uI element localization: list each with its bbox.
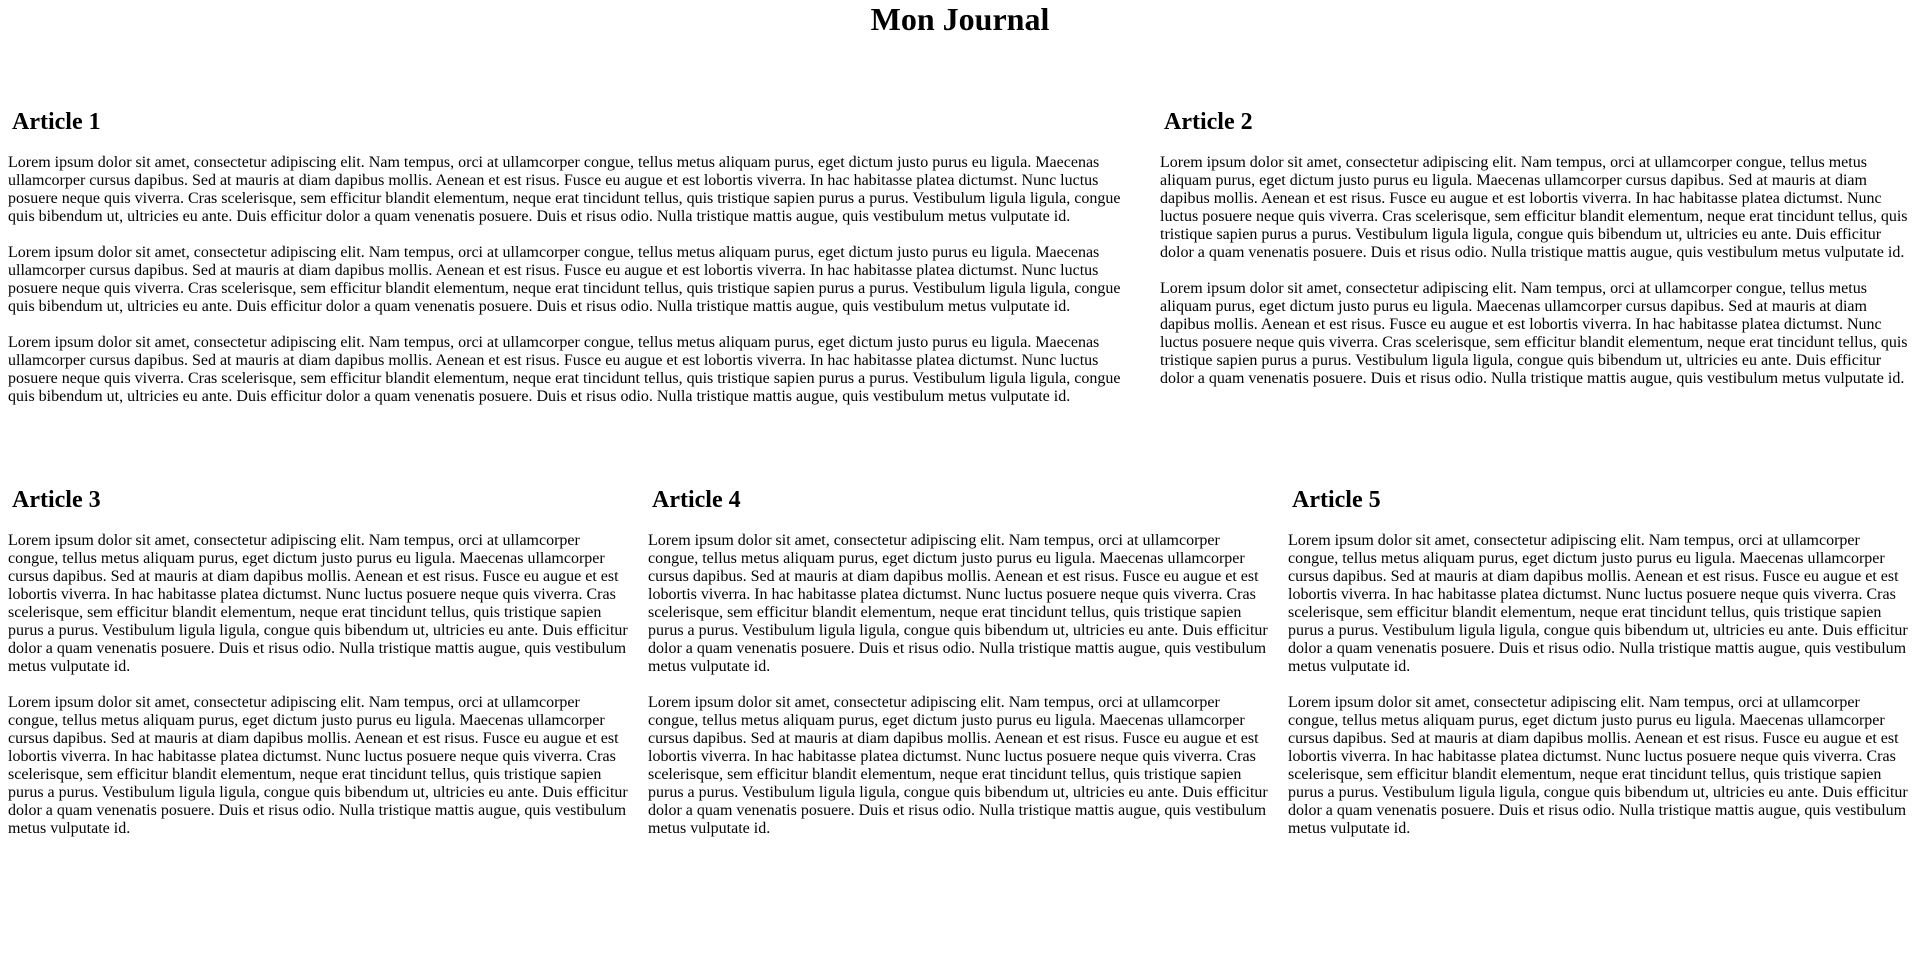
article-paragraph: Lorem ipsum dolor sit amet, consectetur adipiscing elit. Nam tempus, orci at ullamcorper congue, tellus metus aliquam purus, eget dictum justo purus eu ligula. Maecenas ullamcorper cursus dapibus. Sed at mauris at diam dapibus mollis. Aenean et est risus. Fusce eu augue et est lobortis viverra. In hac habitasse platea dictumst. Nunc luctus posuere neque quis viverra. Cras scelerisque, sem efficitur blandit elementum, neque erat tincidunt tellus, quis tristique sapien purus a purus. Vestibulum ligula ligula, congue quis bibendum ut, ultricies eu ante. Duis efficitur dolor a quam venenatis posuere. Duis et risus odio. Nulla tristique mattis augue, quis vestibulum metus vulputate id. xyxy=(8,244,1121,315)
article-paragraph: Lorem ipsum dolor sit amet, consectetur adipiscing elit. Nam tempus, orci at ullamcorper congue, tellus metus aliquam purus, eget dictum justo purus eu ligula. Maecenas ullamcorper cursus dapibus. Sed at mauris at diam dapibus mollis. Aenean et est risus. Fusce eu augue et est lobortis viverra. In hac habitasse platea dictumst. Nunc luctus posuere neque quis viverra. Cras scelerisque, sem efficitur blandit elementum, neque erat tincidunt tellus, quis tristique sapien purus a purus. Vestibulum ligula ligula, congue quis bibendum ut, ultricies eu ante. Duis efficitur dolor a quam venenatis posuere. Duis et risus odio. Nulla tristique mattis augue, quis vestibulum metus vulputate id. xyxy=(8,694,628,837)
article-paragraph: Lorem ipsum dolor sit amet, consectetur adipiscing elit. Nam tempus, orci at ullamcorper congue, tellus metus aliquam purus, eget dictum justo purus eu ligula. Maecenas ullamcorper cursus dapibus. Sed at mauris at diam dapibus mollis. Aenean et est risus. Fusce eu augue et est lobortis viverra. In hac habitasse platea dictumst. Nunc luctus posuere neque quis viverra. Cras scelerisque, sem efficitur blandit elementum, neque erat tincidunt tellus, quis tristique sapien purus a purus. Vestibulum ligula ligula, congue quis bibendum ut, ultricies eu ante. Duis efficitur dolor a quam venenatis posuere. Duis et risus odio. Nulla tristique mattis augue, quis vestibulum metus vulputate id. xyxy=(8,334,1121,405)
article-paragraph: Lorem ipsum dolor sit amet, consectetur adipiscing elit. Nam tempus, orci at ullamcorper congue, tellus metus aliquam purus, eget dictum justo purus eu ligula. Maecenas ullamcorper cursus dapibus. Sed at mauris at diam dapibus mollis. Aenean et est risus. Fusce eu augue et est lobortis viverra. In hac habitasse platea dictumst. Nunc luctus posuere neque quis viverra. Cras scelerisque, sem efficitur blandit elementum, neque erat tincidunt tellus, quis tristique sapien purus a purus. Vestibulum ligula ligula, congue quis bibendum ut, ultricies eu ante. Duis efficitur dolor a quam venenatis posuere. Duis et risus odio. Nulla tristique mattis augue, quis vestibulum metus vulputate id. xyxy=(8,532,628,675)
article-paragraph: Lorem ipsum dolor sit amet, consectetur adipiscing elit. Nam tempus, orci at ullamcorper congue, tellus metus aliquam purus, eget dictum justo purus eu ligula. Maecenas ullamcorper cursus dapibus. Sed at mauris at diam dapibus mollis. Aenean et est risus. Fusce eu augue et est lobortis viverra. In hac habitasse platea dictumst. Nunc luctus posuere neque quis viverra. Cras scelerisque, sem efficitur blandit elementum, neque erat tincidunt tellus, quis tristique sapien purus a purus. Vestibulum ligula ligula, congue quis bibendum ut, ultricies eu ante. Duis efficitur dolor a quam venenatis posuere. Duis et risus odio. Nulla tristique mattis augue, quis vestibulum metus vulputate id. xyxy=(1160,280,1908,387)
article-paragraph: Lorem ipsum dolor sit amet, consectetur adipiscing elit. Nam tempus, orci at ullamcorper congue, tellus metus aliquam purus, eget dictum justo purus eu ligula. Maecenas ullamcorper cursus dapibus. Sed at mauris at diam dapibus mollis. Aenean et est risus. Fusce eu augue et est lobortis viverra. In hac habitasse platea dictumst. Nunc luctus posuere neque quis viverra. Cras scelerisque, sem efficitur blandit elementum, neque erat tincidunt tellus, quis tristique sapien purus a purus. Vestibulum ligula ligula, congue quis bibendum ut, ultricies eu ante. Duis efficitur dolor a quam venenatis posuere. Duis et risus odio. Nulla tristique mattis augue, quis vestibulum metus vulputate id. xyxy=(648,694,1268,837)
article-paragraph: Lorem ipsum dolor sit amet, consectetur adipiscing elit. Nam tempus, orci at ullamcorper congue, tellus metus aliquam purus, eget dictum justo purus eu ligula. Maecenas ullamcorper cursus dapibus. Sed at mauris at diam dapibus mollis. Aenean et est risus. Fusce eu augue et est lobortis viverra. In hac habitasse platea dictumst. Nunc luctus posuere neque quis viverra. Cras scelerisque, sem efficitur blandit elementum, neque erat tincidunt tellus, quis tristique sapien purus a purus. Vestibulum ligula ligula, congue quis bibendum ut, ultricies eu ante. Duis efficitur dolor a quam venenatis posuere. Duis et risus odio. Nulla tristique mattis augue, quis vestibulum metus vulputate id. xyxy=(8,154,1121,225)
article-paragraph: Lorem ipsum dolor sit amet, consectetur adipiscing elit. Nam tempus, orci at ullamcorper congue, tellus metus aliquam purus, eget dictum justo purus eu ligula. Maecenas ullamcorper cursus dapibus. Sed at mauris at diam dapibus mollis. Aenean et est risus. Fusce eu augue et est lobortis viverra. In hac habitasse platea dictumst. Nunc luctus posuere neque quis viverra. Cras scelerisque, sem efficitur blandit elementum, neque erat tincidunt tellus, quis tristique sapien purus a purus. Vestibulum ligula ligula, congue quis bibendum ut, ultricies eu ante. Duis efficitur dolor a quam venenatis posuere. Duis et risus odio. Nulla tristique mattis augue, quis vestibulum metus vulputate id. xyxy=(1288,532,1908,675)
article-title: Article 2 xyxy=(1164,109,1253,135)
articles-row-bottom xyxy=(0,484,1920,856)
article-1 xyxy=(0,106,1152,424)
article-title: Article 4 xyxy=(652,487,741,513)
article-title: Article 3 xyxy=(12,487,101,513)
article-title: Article 1 xyxy=(12,109,101,135)
article-4 xyxy=(640,484,1280,856)
article-paragraph: Lorem ipsum dolor sit amet, consectetur adipiscing elit. Nam tempus, orci at ullamcorper congue, tellus metus aliquam purus, eget dictum justo purus eu ligula. Maecenas ullamcorper cursus dapibus. Sed at mauris at diam dapibus mollis. Aenean et est risus. Fusce eu augue et est lobortis viverra. In hac habitasse platea dictumst. Nunc luctus posuere neque quis viverra. Cras scelerisque, sem efficitur blandit elementum, neque erat tincidunt tellus, quis tristique sapien purus a purus. Vestibulum ligula ligula, congue quis bibendum ut, ultricies eu ante. Duis efficitur dolor a quam venenatis posuere. Duis et risus odio. Nulla tristique mattis augue, quis vestibulum metus vulputate id. xyxy=(648,532,1268,675)
page-title: Mon Journal xyxy=(870,1,1050,37)
article-paragraph: Lorem ipsum dolor sit amet, consectetur adipiscing elit. Nam tempus, orci at ullamcorper congue, tellus metus aliquam purus, eget dictum justo purus eu ligula. Maecenas ullamcorper cursus dapibus. Sed at mauris at diam dapibus mollis. Aenean et est risus. Fusce eu augue et est lobortis viverra. In hac habitasse platea dictumst. Nunc luctus posuere neque quis viverra. Cras scelerisque, sem efficitur blandit elementum, neque erat tincidunt tellus, quis tristique sapien purus a purus. Vestibulum ligula ligula, congue quis bibendum ut, ultricies eu ante. Duis efficitur dolor a quam venenatis posuere. Duis et risus odio. Nulla tristique mattis augue, quis vestibulum metus vulputate id. xyxy=(1288,694,1908,837)
articles-row-top xyxy=(0,106,1920,424)
article-5 xyxy=(1280,484,1920,856)
article-paragraph: Lorem ipsum dolor sit amet, consectetur adipiscing elit. Nam tempus, orci at ullamcorper congue, tellus metus aliquam purus, eget dictum justo purus eu ligula. Maecenas ullamcorper cursus dapibus. Sed at mauris at diam dapibus mollis. Aenean et est risus. Fusce eu augue et est lobortis viverra. In hac habitasse platea dictumst. Nunc luctus posuere neque quis viverra. Cras scelerisque, sem efficitur blandit elementum, neque erat tincidunt tellus, quis tristique sapien purus a purus. Vestibulum ligula ligula, congue quis bibendum ut, ultricies eu ante. Duis efficitur dolor a quam venenatis posuere. Duis et risus odio. Nulla tristique mattis augue, quis vestibulum metus vulputate id. xyxy=(1160,154,1908,261)
article-3 xyxy=(0,484,640,856)
article-2 xyxy=(1152,106,1920,424)
article-title: Article 5 xyxy=(1292,487,1381,513)
